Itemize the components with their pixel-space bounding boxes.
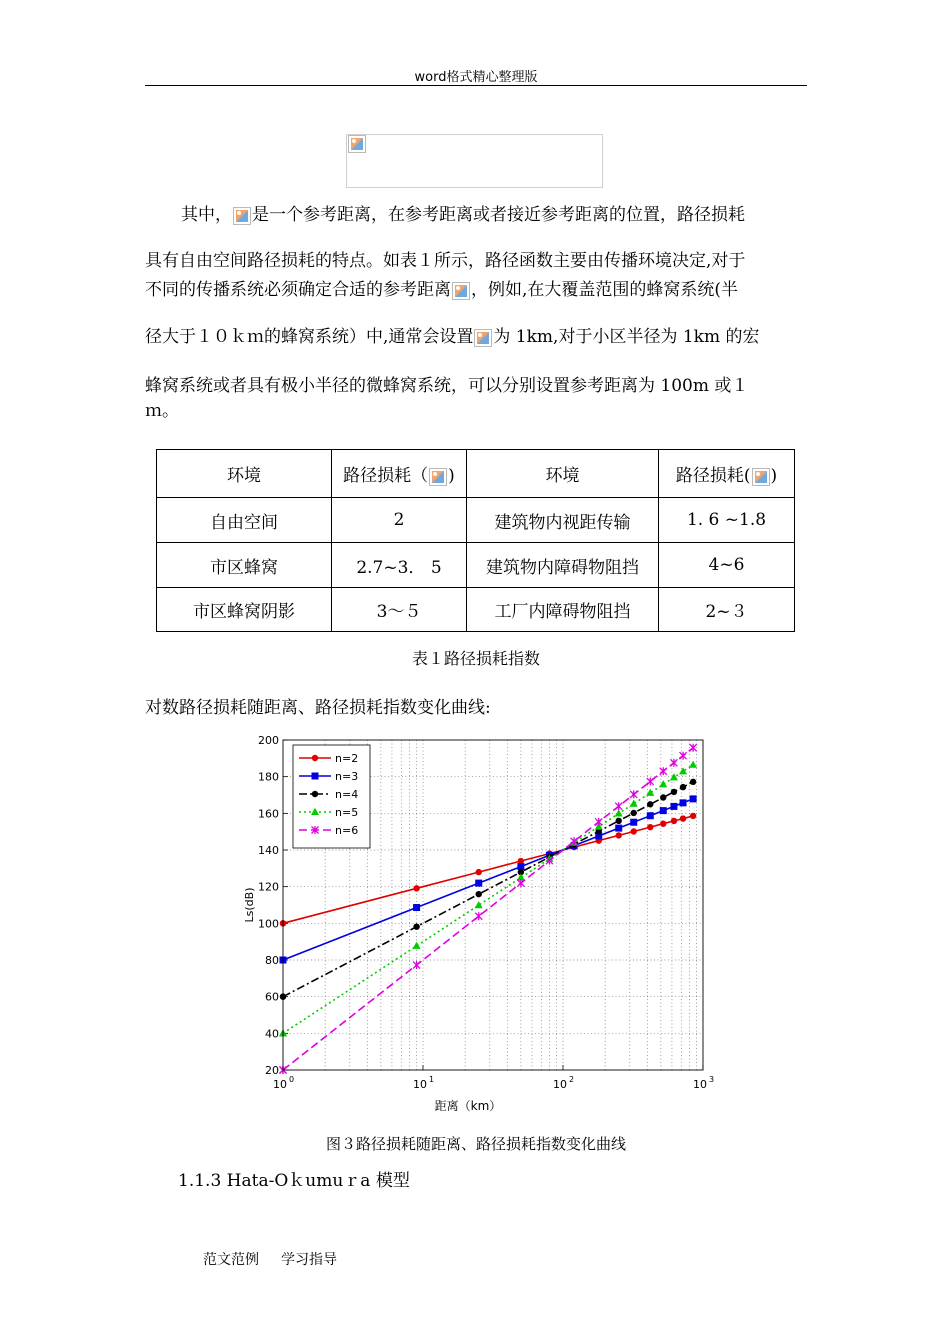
data-point [660, 821, 666, 827]
data-point [616, 818, 622, 824]
table-cell: 建筑物内障碍物阻挡 [467, 543, 659, 588]
table-header-row [157, 450, 795, 498]
page-header: word格式精心整理版 [414, 70, 538, 85]
table-row [157, 498, 795, 543]
data-point [615, 825, 622, 832]
data-point [647, 812, 654, 819]
footer-right: 学习指导 [281, 1252, 337, 1268]
paragraph-line-6: ｍ。 [145, 401, 179, 421]
para-text: 为 1km,对于小区半径为 1km 的宏 [493, 327, 760, 347]
x-tick-exponent: 3 [709, 1075, 715, 1084]
data-point [647, 824, 653, 830]
x-tick-exponent: 0 [289, 1075, 295, 1084]
data-point [671, 789, 677, 795]
data-point [670, 803, 677, 810]
image-placeholder-icon [752, 468, 770, 486]
table-cell: 建筑物内视距传输 [467, 498, 659, 543]
table-cell: 市区蜂窝 [157, 543, 332, 588]
legend-label: n=2 [335, 752, 359, 765]
data-point [413, 923, 419, 929]
image-placeholder-icon [348, 135, 366, 153]
para-text: 其中， [181, 205, 232, 225]
para-text: ，例如,在大覆盖范围的蜂窝系统(半 [471, 280, 739, 300]
table-row [157, 588, 795, 632]
data-point [476, 869, 482, 875]
data-point [475, 880, 482, 887]
data-point [413, 885, 419, 891]
table-header-cell: 路径损耗（ ) [332, 450, 467, 498]
table-cell: 2.7~3． 5 [332, 543, 467, 588]
y-tick-label: 160 [258, 807, 279, 821]
table-cell: 2 [332, 498, 467, 543]
x-tick-label: 10 [413, 1078, 427, 1091]
legend-label: n=6 [335, 824, 359, 837]
x-tick-exponent: 2 [569, 1075, 575, 1084]
y-tick-label: 40 [265, 1027, 279, 1041]
data-point [680, 784, 686, 790]
path-loss-table [156, 449, 795, 632]
image-placeholder-icon [429, 468, 447, 486]
data-point [647, 801, 653, 807]
legend-label: n=3 [335, 770, 359, 783]
page-footer [203, 1249, 359, 1269]
image-placeholder-icon [474, 329, 492, 347]
data-point [660, 807, 667, 814]
y-tick-label: 120 [258, 880, 279, 894]
y-tick-label: 200 [258, 734, 279, 747]
table-cell: 市区蜂窝阴影 [157, 588, 332, 632]
legend [293, 745, 370, 848]
y-tick-label: 60 [265, 990, 279, 1004]
image-placeholder-icon [452, 282, 470, 300]
data-point [660, 794, 666, 800]
chart-intro: 对数路径损耗随距离、路径损耗指数变化曲线: [145, 698, 491, 718]
data-point [631, 810, 637, 816]
data-point [413, 904, 420, 911]
table-cell: 2~３ [659, 588, 795, 632]
y-tick-label: 140 [258, 844, 279, 857]
y-tick-label: 80 [265, 954, 279, 967]
paragraph-line-2: 具有自由空间路径损耗的特点。如表１所示，路径函数主要由传播环境决定,对于 [145, 251, 746, 271]
data-point [680, 799, 687, 806]
table-cell: 1. 6 ~1.8 [659, 498, 795, 543]
data-point [690, 795, 697, 802]
data-point [630, 819, 637, 826]
table-caption: 表１路径损耗指数 [411, 649, 540, 668]
y-tick-label: 20 [265, 1064, 279, 1077]
legend-box [293, 745, 370, 848]
table-row [157, 543, 795, 588]
header-rule [145, 85, 807, 86]
data-point [631, 828, 637, 834]
footer-left: 范文范例 [203, 1252, 259, 1268]
data-point [690, 779, 696, 785]
y-axis-label: Ls(dB) [243, 887, 256, 923]
data-point [690, 813, 696, 819]
data-point [476, 891, 482, 897]
figure-caption: 图３路径损耗随距离、路径损耗指数变化曲线 [325, 1135, 626, 1153]
paragraph-line-5: 蜂窝系统或者具有极小半径的微蜂窝系统，可以分别设置参考距离为 100m 或１ [145, 376, 749, 396]
table-cell: 工厂内障碍物阻挡 [467, 588, 659, 632]
y-tick-label: 180 [258, 770, 279, 784]
x-tick-label: 10 [273, 1078, 287, 1091]
data-point [312, 773, 319, 780]
image-placeholder-icon [233, 207, 251, 225]
data-point [312, 755, 318, 761]
table-header-cell: 环境 [467, 450, 659, 498]
para-text: 是一个参考距离，在参考距离或者接近参考距离的位置，路径损耗 [252, 205, 745, 225]
x-tick-exponent: 1 [429, 1075, 435, 1084]
y-tick-label: 100 [258, 917, 279, 931]
data-point [616, 832, 622, 838]
table-header-cell: 路径损耗( ) [659, 450, 795, 498]
para-text: 不同的传播系统必须确定合适的参考距离 [145, 280, 451, 300]
path-loss-chart [245, 730, 725, 1115]
x-tick-label: 10 [553, 1078, 567, 1091]
x-axis-label: 距离（km） [434, 1099, 502, 1113]
formula-image [346, 134, 603, 188]
table-cell: 3～５ [332, 588, 467, 632]
paragraph-line-4 [145, 325, 807, 349]
table-header-cell: 环境 [157, 450, 332, 498]
data-point [671, 818, 677, 824]
data-point [312, 791, 318, 797]
data-point [680, 815, 686, 821]
table-cell: 4~6 [659, 543, 795, 588]
legend-label: n=4 [335, 788, 359, 801]
table-cell: 自由空间 [157, 498, 332, 543]
paragraph-line-3 [145, 278, 807, 302]
legend-label: n=5 [335, 806, 359, 819]
x-tick-label: 10 [693, 1078, 707, 1091]
para-text: 径大于１０ｋｍ的蜂窝系统）中,通常会设置 [145, 327, 474, 347]
paragraph-line-1 [145, 203, 807, 227]
section-heading: 1.1.3 Hata-Oｋumuｒa 模型 [178, 1171, 410, 1191]
